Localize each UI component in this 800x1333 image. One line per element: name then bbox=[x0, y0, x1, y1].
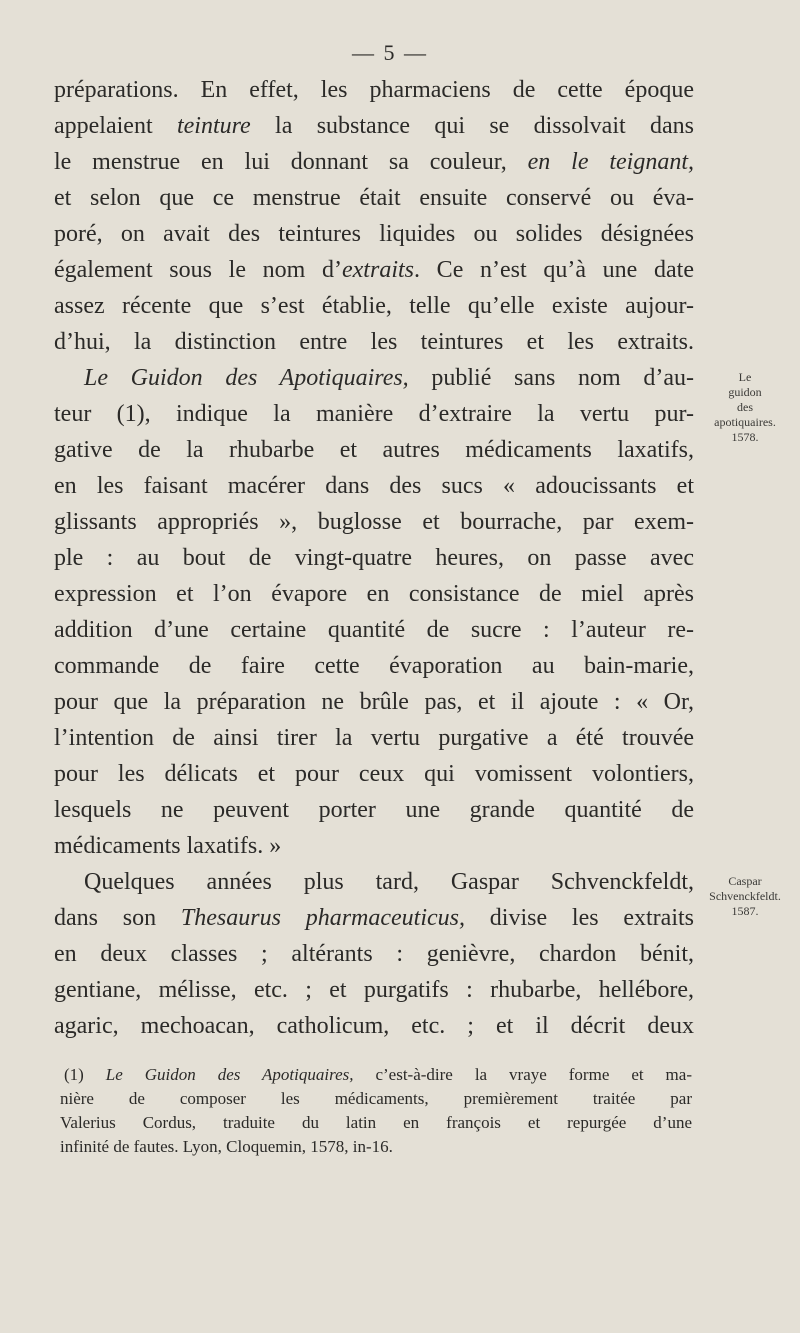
italic-title: Le Guidon des Apotiquaires, bbox=[105, 1065, 354, 1084]
text-line bbox=[54, 216, 694, 252]
text-span: Quelques années plus tard, Gaspar Schvenckfeldt, bbox=[84, 869, 694, 895]
text-span: addition d’une certaine quantité de sucre : l’auteur re- bbox=[54, 617, 694, 643]
text-span: assez récente que s’est établie, telle qu’elle existe aujour- bbox=[54, 293, 694, 319]
footnote-line bbox=[60, 1136, 692, 1158]
text-line bbox=[54, 576, 694, 612]
text-line bbox=[54, 720, 694, 756]
text-line bbox=[54, 900, 694, 936]
text-line bbox=[84, 360, 694, 396]
text-span: pour les délicats et pour ceux qui vomissent volontiers, bbox=[54, 761, 694, 787]
text-line bbox=[54, 756, 694, 792]
page-number: — 5 — bbox=[352, 40, 428, 65]
italic-title: Le Guidon des Apotiquaires, bbox=[84, 365, 409, 391]
text-span: la substance qui se dissolvait dans bbox=[250, 113, 694, 139]
text-line bbox=[54, 792, 694, 828]
text-line bbox=[54, 432, 694, 468]
text-span: Valerius Cordus, traduite du latin en françois et repurgée d’une bbox=[60, 1113, 692, 1132]
text-span: expression et l’on évapore en consistance de miel après bbox=[54, 581, 694, 607]
text-span: glissants appropriés », buglosse et bourrache, par exem- bbox=[54, 509, 694, 535]
text-span: . Ce n’est qu’à une date bbox=[414, 257, 694, 283]
text-line bbox=[54, 396, 694, 432]
text-span: préparations. En effet, les pharmaciens de cette époque bbox=[54, 77, 694, 103]
margin-note-line: 1578. bbox=[731, 430, 759, 444]
text-span: ple : au bout de vingt-quatre heures, on passe avec bbox=[54, 545, 694, 571]
margin-note-line: Caspar bbox=[728, 874, 762, 888]
text-line bbox=[54, 324, 694, 360]
margin-note-line: 1587. bbox=[731, 904, 759, 918]
text-span: et selon que ce menstrue était ensuite conservé ou éva- bbox=[54, 185, 694, 211]
italic-term: en le teignant, bbox=[527, 149, 694, 175]
text-span: agaric, mechoacan, catholicum, etc. ; et il décrit deux bbox=[54, 1013, 694, 1039]
text-span: publié sans nom d’au- bbox=[408, 365, 694, 391]
text-line bbox=[54, 504, 694, 540]
footnote-line bbox=[60, 1112, 692, 1134]
text-line bbox=[54, 288, 694, 324]
text-line bbox=[54, 540, 694, 576]
italic-term: extraits bbox=[342, 257, 414, 283]
footnote-line bbox=[60, 1088, 692, 1110]
text-span: appelaient bbox=[54, 113, 177, 139]
italic-term: teinture bbox=[176, 113, 251, 139]
text-span: d’hui, la distinction entre les teintures et les extraits. bbox=[54, 329, 694, 355]
text-span: dans son bbox=[54, 905, 181, 931]
text-span: en les faisant macérer dans des sucs « adoucissants et bbox=[54, 473, 694, 499]
text-span: nière de composer les médicaments, premièrement traitée par bbox=[60, 1089, 692, 1108]
text-line bbox=[54, 684, 694, 720]
text-line bbox=[54, 936, 694, 972]
margin-note-line: Le bbox=[738, 370, 752, 384]
margin-note-line: Schvenckfeldt. bbox=[709, 889, 781, 903]
text-span: également sous le nom d’ bbox=[54, 257, 342, 283]
text-line bbox=[54, 252, 694, 288]
margin-note-guidon bbox=[690, 370, 800, 445]
text-line bbox=[54, 648, 694, 684]
text-line bbox=[54, 72, 694, 108]
text-span: médicaments laxatifs. » bbox=[54, 833, 282, 859]
text-span: l’intention de ainsi tirer la vertu purgative a été trouvée bbox=[54, 725, 694, 751]
text-span: infinité de fautes. Lyon, Cloquemin, 1578, in-16. bbox=[60, 1137, 393, 1156]
text-span: poré, on avait des teintures liquides ou solides désignées bbox=[54, 221, 694, 247]
text-line bbox=[54, 828, 694, 864]
text-line bbox=[54, 972, 694, 1008]
margin-note-line: des bbox=[737, 400, 753, 414]
margin-note-line: guidon bbox=[728, 385, 762, 399]
text-span: divise les extraits bbox=[465, 905, 694, 931]
text-span: gative de la rhubarbe et autres médicaments laxatifs, bbox=[54, 437, 694, 463]
text-span: teur (1), indique la manière d’extraire la vertu pur- bbox=[54, 401, 694, 427]
footnote-number: (1) bbox=[64, 1065, 106, 1084]
text-line bbox=[54, 468, 694, 504]
text-span: en deux classes ; altérants : genièvre, chardon bénit, bbox=[54, 941, 694, 967]
text-span: c’est-à-dire la vraye forme et ma- bbox=[353, 1065, 692, 1084]
text-span: commande de faire cette évaporation au bain-marie, bbox=[54, 653, 694, 679]
margin-note-caspar bbox=[690, 874, 800, 919]
footnote-line bbox=[64, 1064, 692, 1086]
text-span: gentiane, mélisse, etc. ; et purgatifs : rhubarbe, hellébore, bbox=[54, 977, 694, 1003]
text-line bbox=[54, 180, 694, 216]
margin-note-line: apotiquaires. bbox=[714, 415, 776, 429]
text-span: lesquels ne peuvent porter une grande quantité de bbox=[54, 797, 694, 823]
text-line bbox=[54, 612, 694, 648]
text-line bbox=[84, 864, 694, 900]
text-line bbox=[54, 108, 694, 144]
text-span: le menstrue en lui donnant sa couleur, bbox=[54, 149, 528, 175]
italic-title: Thesaurus pharmaceuticus, bbox=[180, 905, 466, 931]
text-line bbox=[54, 144, 694, 180]
text-line bbox=[54, 1008, 694, 1044]
text-span: pour que la préparation ne brûle pas, et il ajoute : « Or, bbox=[54, 689, 694, 715]
